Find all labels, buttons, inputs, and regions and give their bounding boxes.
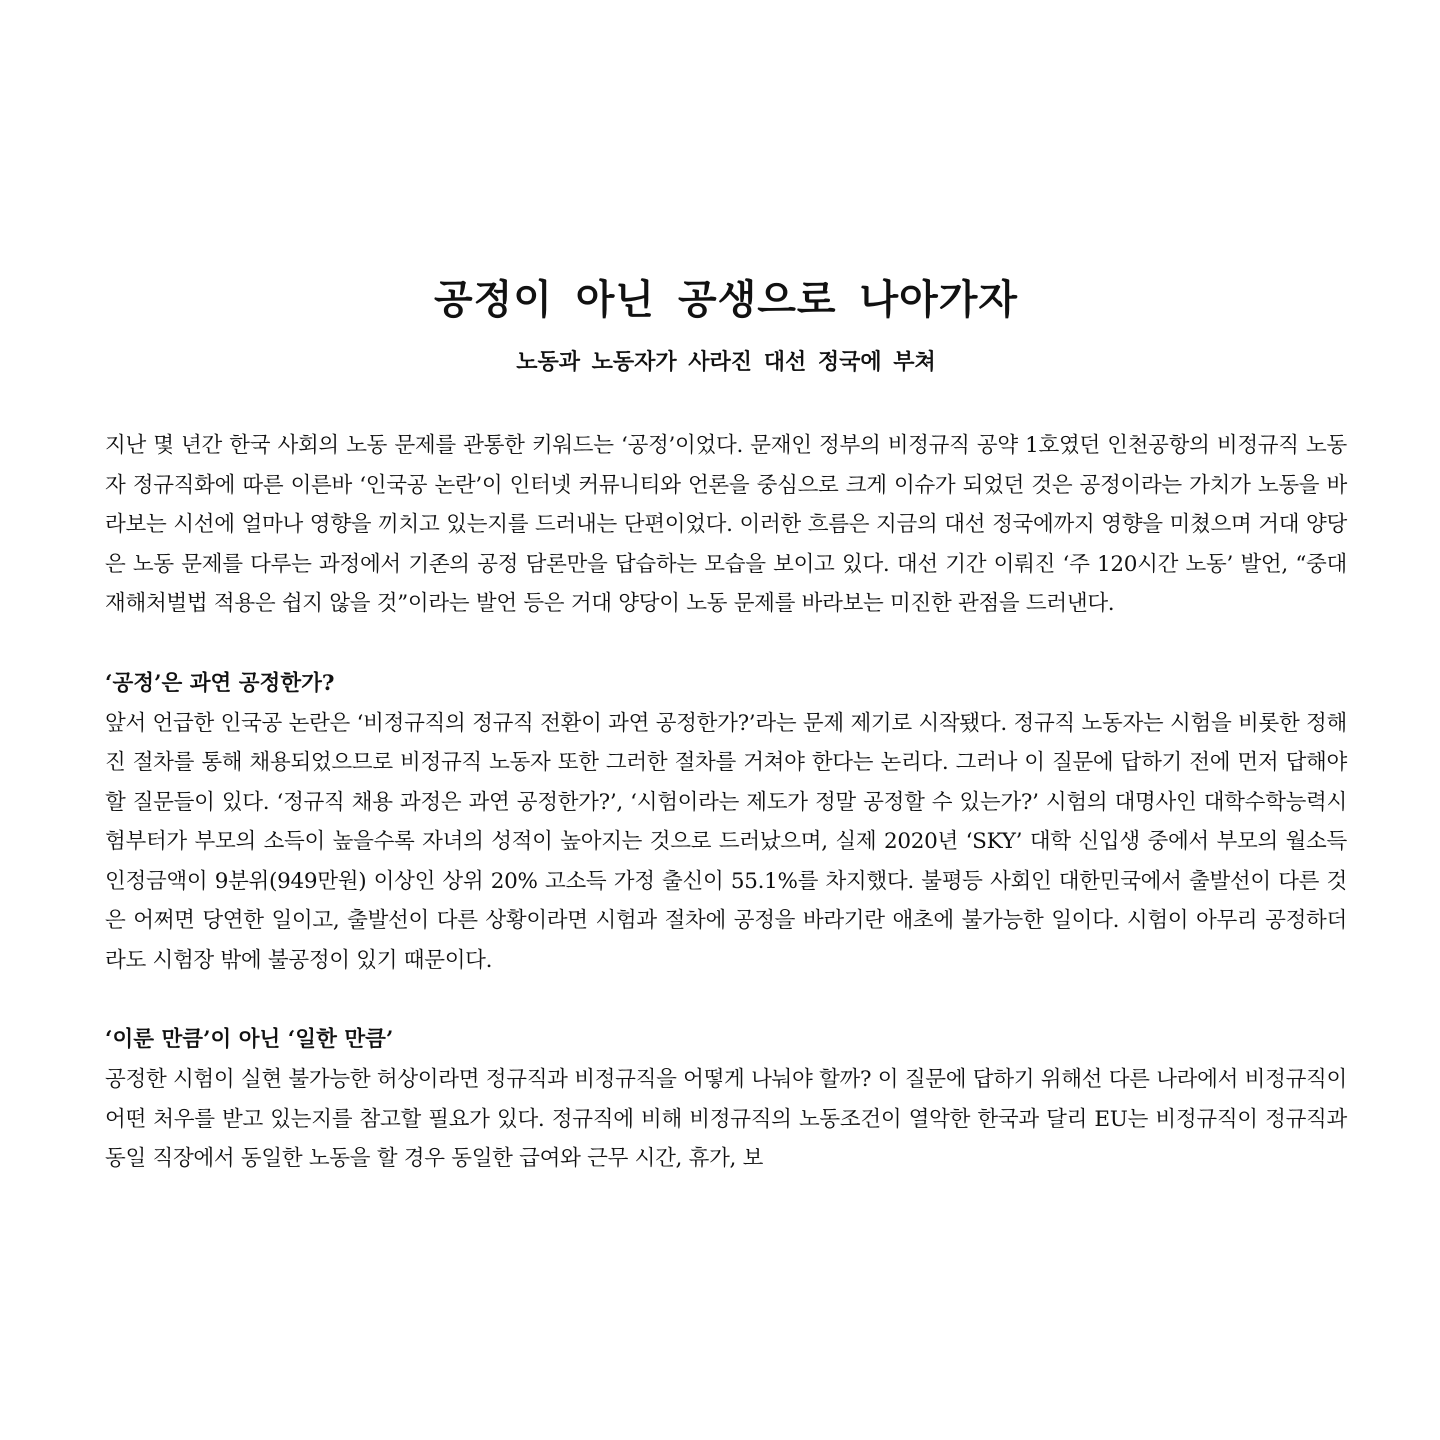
intro-paragraph: 지난 몇 년간 한국 사회의 노동 문제를 관통한 키워드는 ‘공정’이었다. 문재인 정부의 비정규직 공약 1호였던 인천공항의 비정규직 노동자 정규직화에 따른 이른바 ‘인국공 논란’이 인터넷 커뮤니티와 언론을 중심으로 크게 이슈가 되었던 것은 공정이라는 가치가 노동을 바라보는 시선에 얼마나 영향을 끼치고 있는지를 드러내는 단편이었다. 이러한 흐름은 지금의 대선 정국에까지 영향을 미쳤으며 거대 양당은 노동 문제를 다루는 과정에서 기존의 공정 담론만을 답습하는 모습을 보이고 있다. 대선 기간 이뤄진 ‘주 120시간 노동’ 발언, “중대재해처벌법 적용은 쉽지 않을 것”이라는 발언 등은 거대 양당이 노동 문제를 바라보는 미진한 관점을 드러낸다. [105, 433, 1347, 616]
section-heading-equal-work: ‘이룬 만큼’이 아닌 ‘일한 만큼’ [105, 1027, 394, 1052]
article [105, 268, 1347, 1179]
article-title: 공정이 아닌 공생으로 나아가자 [433, 276, 1019, 323]
section-heading-fairness: ‘공정’은 과연 공정한가? [105, 670, 335, 696]
section-body-equal-work: 공정한 시험이 실현 불가능한 허상이라면 정규직과 비정규직을 어떻게 나눠야 할까? 이 질문에 답하기 위해선 다른 나라에서 비정규직이 어떤 처우를 받고 있는지를 참고할 필요가 있다. 정규직에 비해 비정규직의 노동조건이 열악한 한국과 달리 EU는 비정규직이 정규직과 동일 직장에서 동일한 노동을 할 경우 동일한 급여와 근무 시간, 휴가, 보 [105, 1067, 1347, 1171]
section-body-fairness: 앞서 언급한 인국공 논란은 ‘비정규직의 정규직 전환이 과연 공정한가?’라는 문제 제기로 시작됐다. 정규직 노동자는 시험을 비롯한 정해진 절차를 통해 채용되었으므로 비정규직 노동자 또한 그러한 절차를 거쳐야 한다는 논리다. 그러나 이 질문에 답하기 전에 먼저 답해야 할 질문들이 있다. ‘정규직 채용 과정은 과연 공정한가?’, ‘시험이라는 제도가 정말 공정할 수 있는가?’ 시험의 대명사인 대학수학능력시험부터가 부모의 소득이 높을수록 자녀의 성적이 높아지는 것으로 드러났으며, 실제 2020년 ‘SKY’ 대학 신입생 중에서 부모의 월소득 인정금액이 9분위(949만원) 이상인 상위 20% 고소득 가정 출신이 55.1%를 차지했다. 불평등 사회인 대한민국에서 출발선이 다른 것은 어쩌면 당연한 일이고, 출발선이 다른 상황이라면 시험과 절차에 공정을 바라기란 애초에 불가능한 일이다. 시험이 아무리 공정하더라도 시험장 밖에 불공정이 있기 때문이다. [105, 710, 1347, 973]
article-subtitle: 노동과 노동자가 사라진 대선 정국에 부쳐 [516, 349, 936, 375]
